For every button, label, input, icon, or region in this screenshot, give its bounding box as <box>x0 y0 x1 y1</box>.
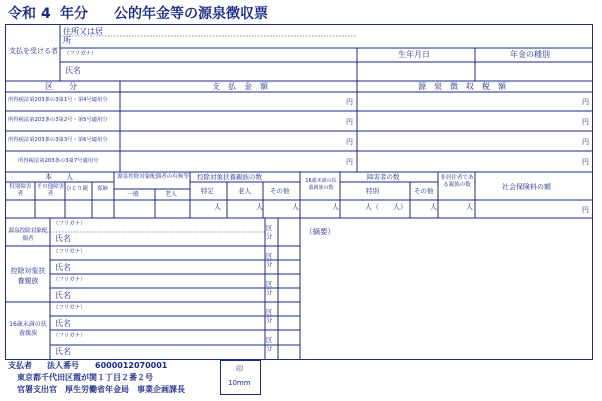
header-payment: 支 払 金 額 <box>212 82 268 91</box>
ippan-header: 一般 <box>127 191 140 198</box>
title-year: 4 <box>41 6 51 22</box>
row-amount-unit: 円 <box>346 98 353 106</box>
row-label: 所得税法第203条の3第2号・第5号適用分 <box>8 117 108 123</box>
unit-hikyoju: 人 <box>466 203 473 211</box>
unit-rojin: 人 <box>256 203 263 211</box>
unit-sonota: 人 <box>292 203 299 211</box>
tokutei-header: 特定 <box>201 187 214 195</box>
honnin-header: 本 人 <box>45 173 73 181</box>
sonota2-header: その他 <box>414 187 434 195</box>
unit-sonota2: 人 <box>430 203 437 211</box>
dependents-label: 控除対象扶養親族 <box>10 267 46 285</box>
fuyo-header: 控除対象扶養親族の数 <box>197 173 262 181</box>
header-category: 区 分 <box>45 82 77 91</box>
recipient-name-label: 氏名 <box>65 66 81 75</box>
u16-2-name-label: 氏名 <box>55 347 71 356</box>
row-amount-unit: 円 <box>346 158 353 166</box>
remarks-label: （摘要） <box>305 227 335 236</box>
tokubetsu-header: 特別 <box>366 187 379 195</box>
row-tax-unit: 円 <box>582 158 589 166</box>
row-label: 所得税法第203条の3第3号・第6号適用分 <box>8 137 108 143</box>
shogai-header: 障害者の数 <box>367 173 400 181</box>
row-label: 所得税法第203条の3第7号適用分 <box>18 158 99 164</box>
hikyoju-header: 非居住者である親族の数 <box>440 175 474 188</box>
row-tax-unit: 円 <box>582 138 589 146</box>
dep1-furigana: （フリガナ） <box>53 249 86 255</box>
u16-header: 16歳未満の扶養親族の数 <box>305 178 337 191</box>
title-nen: 年分 <box>60 6 88 22</box>
dep2-furigana: （フリガナ） <box>53 277 86 283</box>
hitorioya-header: ひとり親 <box>66 186 89 192</box>
address-label: 住所又は居所 <box>63 27 103 45</box>
dep1-kubun: 区分 <box>266 252 273 268</box>
header-withholding: 源 泉 徴 収 税 額 <box>418 82 506 91</box>
rojin2-header: 老人 <box>238 187 251 195</box>
shakai-header: 社会保険料の額 <box>502 183 551 191</box>
title-name: 公的年金等の源泉徴収票 <box>114 6 268 22</box>
seal-size: 10mm <box>228 379 251 387</box>
unit-shakai: 円 <box>582 206 589 214</box>
spouse-header: 源泉控除対象配偶者の有無等 <box>117 174 189 180</box>
unit-tokutei: 人 <box>214 203 221 211</box>
pension-type-label: 年金の種別 <box>510 50 550 59</box>
payer-label: 支払者 <box>8 361 32 370</box>
payer-number-label: 法人番号 <box>47 361 79 370</box>
rojin-header: 老人 <box>165 191 178 198</box>
u16-2-kubun: 区分 <box>266 336 273 352</box>
seal-label: 印 <box>236 365 243 373</box>
recipient-label: 支払を受ける者 <box>9 47 58 55</box>
recipient-furigana: （フリガナ） <box>64 51 97 57</box>
tokubetsu-shogai-header: 特別障害者 <box>9 184 32 197</box>
payer-name: 官署支出官 厚生労働省年金局 事業企画課長 <box>17 385 185 394</box>
u16-1-furigana: （フリガナ） <box>53 305 86 311</box>
row-tax-unit: 円 <box>582 98 589 106</box>
payer-address: 東京都千代田区霞が関１丁目２番２号 <box>17 373 153 382</box>
spouse-kubun: 区分 <box>266 224 273 240</box>
dep2-name-label: 氏名 <box>55 291 71 300</box>
spouse-furigana: （フリガナ） <box>53 221 86 227</box>
u16-1-name-label: 氏名 <box>55 319 71 328</box>
unit-tokubetsu: 人（ 人） <box>365 203 407 211</box>
dep1-name-label: 氏名 <box>55 263 71 272</box>
row-tax-unit: 円 <box>582 118 589 126</box>
row-amount-unit: 円 <box>346 118 353 126</box>
unit-u16: 人 <box>332 203 339 211</box>
spouse-label: 源泉控除対象配偶者 <box>8 228 48 242</box>
title-era: 令和 <box>8 6 36 22</box>
u16-2-furigana: （フリガナ） <box>53 333 86 339</box>
u16-1-kubun: 区分 <box>266 308 273 324</box>
spouse-name-label: 氏名 <box>55 234 71 243</box>
row-amount-unit: 円 <box>346 138 353 146</box>
sonota-header: その他 <box>270 187 290 195</box>
u16-label: 16歳未満の扶養親族 <box>9 321 47 337</box>
row-label: 所得税法第203条の3第1号・第4号適用分 <box>8 97 108 103</box>
sonota-shogai-header: その他障害者 <box>36 184 65 197</box>
payer-number: 6000012070001 <box>95 361 168 370</box>
birth-label: 生年月日 <box>398 50 430 59</box>
kafu-header: 寡婦 <box>97 186 109 192</box>
dep2-kubun: 区分 <box>266 280 273 296</box>
